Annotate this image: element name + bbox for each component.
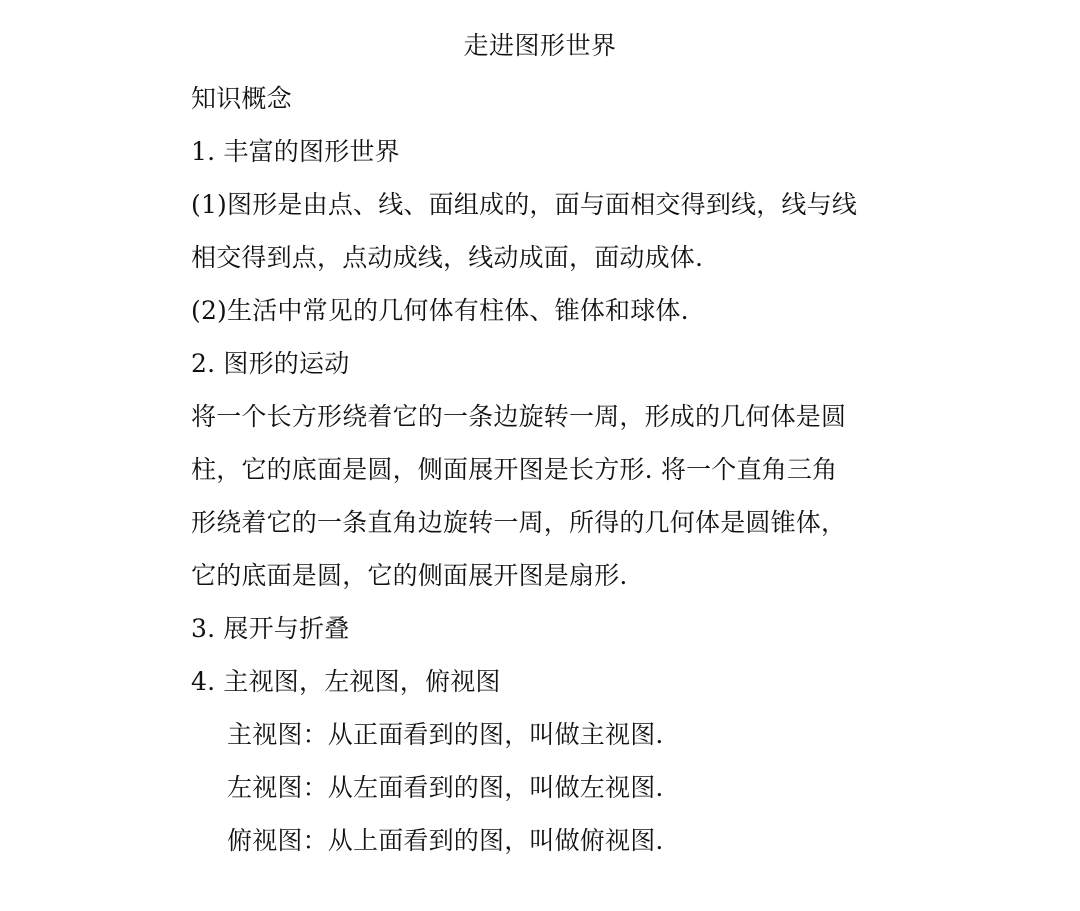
paragraph-line: 柱，它的底面是圆，侧面展开图是长方形. 将一个直角三角	[191, 455, 838, 484]
document-title: 走进图形世界	[463, 31, 617, 60]
item-3-heading: 3. 展开与折叠	[191, 614, 350, 643]
definition-line: 俯视图：从上面看到的图，叫做俯视图.	[227, 826, 664, 855]
item-1-heading: 1. 丰富的图形世界	[191, 137, 400, 166]
paragraph-line: 将一个长方形绕着它的一条边旋转一周，形成的几何体是圆	[191, 402, 847, 431]
definition-line: 左视图：从左面看到的图，叫做左视图.	[227, 773, 664, 802]
item-4-heading: 4. 主视图，左视图，俯视图	[191, 667, 501, 696]
paragraph-line: 它的底面是圆，它的侧面展开图是扇形.	[191, 561, 628, 590]
section-heading: 知识概念	[191, 84, 292, 113]
item-2-heading: 2. 图形的运动	[191, 349, 350, 378]
paragraph-line: (1)图形是由点、线、面组成的，面与面相交得到线，线与线	[191, 190, 858, 219]
paragraph-line: 相交得到点，点动成线，线动成面，面动成体.	[191, 243, 704, 272]
paragraph-line: 形绕着它的一条直角边旋转一周，所得的几何体是圆锥体，	[191, 508, 847, 537]
definition-line: 主视图：从正面看到的图，叫做主视图.	[227, 720, 664, 749]
paragraph-line: (2)生活中常见的几何体有柱体、锥体和球体.	[191, 296, 689, 325]
